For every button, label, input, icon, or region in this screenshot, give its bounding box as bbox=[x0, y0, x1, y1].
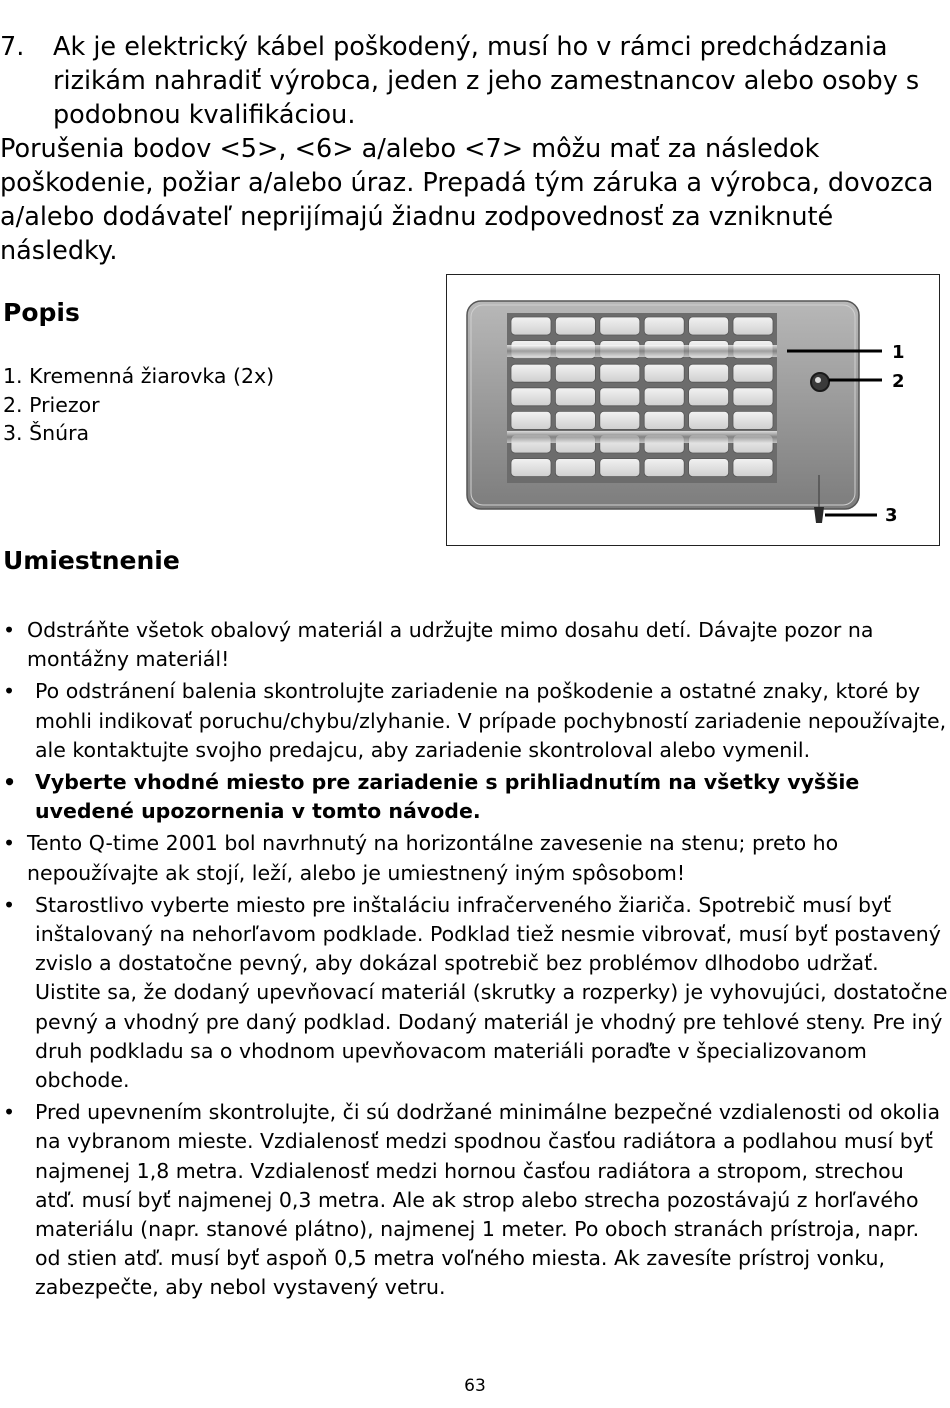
placement-bullet-list bbox=[0, 616, 948, 1306]
grille-slot bbox=[644, 317, 684, 335]
bullet-dot: • bbox=[3, 679, 16, 704]
parts-list bbox=[3, 362, 274, 448]
bullet-dot: • bbox=[3, 618, 16, 642]
violation-warning: Porušenia bodov <5>, <6> a/alebo <7> môžu mať za následok poškodenie, požiar a/alebo úraz. Prepadá tým záruka a výrobca, dovozca a/alebo dodávateľ neprijímajú žiadnu zodpovednosť za vzniknuté následky. bbox=[0, 134, 934, 266]
grille-slot bbox=[644, 459, 684, 477]
grille-slot bbox=[511, 411, 551, 429]
list-item-text: Tento Q-time 2001 bol navrhnutý na horizontálne zavesenie na stenu; preto ho nepoužívajte ak stojí, leží, alebo je umiestnený iným spôsobom! bbox=[27, 831, 839, 885]
grille-slot bbox=[733, 317, 773, 335]
grille-slot bbox=[600, 317, 640, 335]
grille-slot bbox=[511, 388, 551, 406]
bullet-dot: • bbox=[3, 892, 16, 917]
safety-item-7 bbox=[0, 30, 945, 132]
list-item bbox=[0, 677, 948, 765]
heater-figure bbox=[446, 274, 940, 546]
list-item-text: Odstráňte všetok obalový materiál a udržujte mimo dosahu detí. Dávajte pozor na montážny materiál! bbox=[27, 618, 874, 672]
grille-slot bbox=[555, 364, 595, 382]
bullet-dot: • bbox=[3, 770, 17, 795]
callout-3: 3 bbox=[885, 505, 898, 526]
grille-slot bbox=[555, 388, 595, 406]
grille-slot bbox=[644, 388, 684, 406]
grille-slot bbox=[644, 364, 684, 382]
list-item-text: Pred upevnením skontrolujte, či sú dodržané minimálne bezpečné vzdialenosti od okolia na vybranom mieste. Vzdialenosť medzi spodnou časťou radiátora a podlahou musí byť najmenej 1,8 metra. Vzdialenosť medzi hornou časťou radiátora a stropom, strechou atď. musí byť najmenej 0,3 metra. Ale ak strop alebo strecha pozostávajú z horľavého materiálu (napr. stanové plátno), najmenej 1 meter. Po oboch stranách prístroja, napr. od stien atď. musí byť aspoň 0,5 metra voľného miesta. Ak zavesíte prístroj vonku, zabezpečte, aby nebol vystavený vetru. bbox=[35, 1100, 941, 1300]
grille-slot bbox=[555, 411, 595, 429]
grille-slot bbox=[511, 364, 551, 382]
grille-slot bbox=[689, 459, 729, 477]
part-item: 2. Priezor bbox=[3, 392, 100, 417]
grille-slot bbox=[600, 459, 640, 477]
callout-2: 2 bbox=[892, 371, 905, 392]
list-item bbox=[0, 891, 948, 1095]
grille-slot bbox=[689, 317, 729, 335]
list-item-text: Vyberte vhodné miesto pre zariadenie s prihliadnutím na všetky vyššie uvedené upozornenia v tomto návode. bbox=[35, 770, 860, 824]
section-heading-popis: Popis bbox=[3, 298, 80, 327]
grille-slot bbox=[511, 459, 551, 477]
list-item bbox=[0, 829, 948, 887]
grille-slot bbox=[600, 411, 640, 429]
grille-slot bbox=[511, 317, 551, 335]
grille-slot bbox=[555, 459, 595, 477]
grille-slot bbox=[689, 388, 729, 406]
item-text: Ak je elektrický kábel poškodený, musí ho v rámci predchádzania rizikám nahradiť výrobca, jeden z jeho zamestnancov alebo osoby s podobnou kvalifikáciou. bbox=[53, 32, 920, 130]
list-item bbox=[0, 1098, 948, 1302]
part-item: 1. Kremenná žiarovka (2x) bbox=[3, 364, 275, 388]
bullet-dot: • bbox=[3, 831, 16, 856]
grille-slot bbox=[555, 317, 595, 335]
grille-slot bbox=[733, 388, 773, 406]
grille-slot bbox=[733, 364, 773, 382]
callout-1: 1 bbox=[892, 342, 905, 363]
list-item-text: Starostlivo vyberte miesto pre inštaláciu infračerveného žiariča. Spotrebič musí byť inštalovaný na nehorľavom podklade. Podklad tiež nesmie vibrovať, musí byť postavený zvislo a dostatočne pevný, aby dokázal spotrebič bez problémov dlhodobo udržať. Uistite sa, že dodaný upevňovací materiál (skrutky a rozperky) je vyhovujúci, dostatočne pevný a vhodný pre daný podklad. Dodaný materiál je vhodný pre tehlové steny. Pre iný druh podkladu sa o vhodnom upevňovacom materiáli poraďte v špecializovanom obchode. bbox=[35, 892, 948, 1093]
bullet-dot: • bbox=[3, 1100, 16, 1125]
heater-illustration bbox=[447, 275, 939, 545]
grille-slot bbox=[600, 388, 640, 406]
grille-slot bbox=[689, 364, 729, 382]
grille-slot bbox=[689, 411, 729, 429]
item-number: 7. bbox=[0, 32, 25, 62]
grille-slot bbox=[733, 459, 773, 477]
page-number: 63 bbox=[464, 1376, 486, 1396]
part-item: 3. Šnúra bbox=[3, 421, 90, 445]
list-item bbox=[0, 616, 948, 674]
list-item bbox=[0, 768, 948, 826]
grille-slot bbox=[600, 364, 640, 382]
grille-slot bbox=[644, 411, 684, 429]
section-heading-umiestnenie: Umiestnenie bbox=[3, 546, 180, 575]
list-item-text: Po odstránení balenia skontrolujte zariadenie na poškodenie a ostatné znaky, ktoré by mohli indikovať poruchu/chybu/zlyhanie. V prípade pochybností zariadenie nepoužívajte, ale kontaktujte svojho predajcu, aby zariadenie skontroloval alebo vymenil. bbox=[35, 679, 947, 762]
grille-slot bbox=[733, 411, 773, 429]
